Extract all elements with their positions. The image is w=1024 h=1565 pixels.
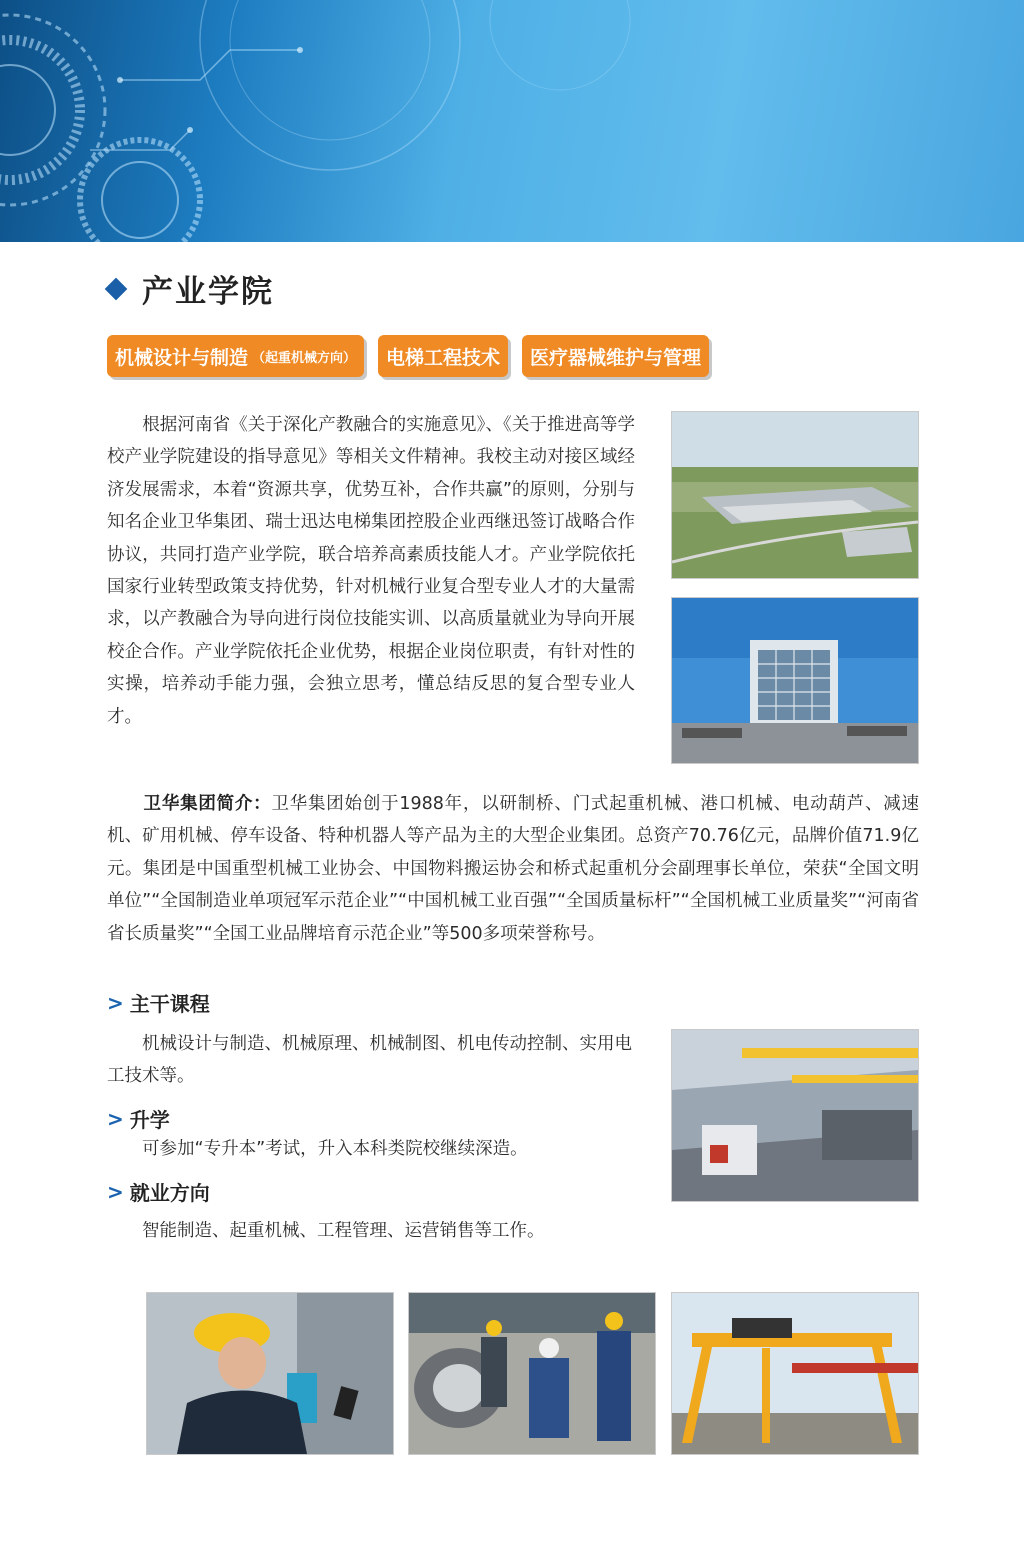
gantry-crane-photo [671,1292,919,1455]
page-title: 产业学院 [142,274,274,310]
intro-paragraph: 根据河南省《关于深化产教融合的实施意见》、《关于推进高等学校产业学院建设的指导意见》等相关文件精神。我校主动对接区域经济发展需求，本着“资源共享，优势互补，合作共赢”的原则，分别与知名企业卫华集团、瑞士迅达电梯集团控股企业西继迅签订战略合作协议，共同打造产业学院，联合培养高素质技能人才。产业学院依托国家行业转型政策支持优势，针对机械行业复合型专业人才的大量需求，以产教融合为导向进行岗位技能实训、以高质量就业为导向开展校企合作。产业学院依托企业优势，根据企业岗位职责，有针对性的实操，培养动手能力强，会独立思考，懂总结反思的复合型专业人才。 [107,415,636,727]
employment-heading: > 就业方向 [107,1179,210,1205]
chevron-right-icon: > [107,990,124,1015]
courses-heading: > 主干课程 [107,990,210,1016]
section-header [108,266,274,311]
courses-text: 机械设计与制造、机械原理、机械制图、机电传动控制、实用电工技术等。 [107,1034,632,1086]
workers-training-photo [408,1292,656,1455]
major-tags [107,335,723,377]
company-paragraph [107,788,919,950]
tag-label: 机械设计与制造 [115,346,249,369]
chevron-right-icon: > [107,1106,124,1131]
header-banner [0,0,1024,242]
diamond-bullet-icon [105,277,128,300]
tag-medical-device [522,335,709,377]
further-study-heading: > 升学 [107,1106,170,1132]
factory-aerial-photo [671,411,919,579]
further-study-text: 可参加“专升本”考试，升入本科类院校继续深造。 [142,1139,528,1159]
company-label: 卫华集团简介： [143,794,272,814]
elevator-technician-photo [146,1292,394,1455]
employment-text: 智能制造、起重机械、工程管理、运营销售等工作。 [142,1221,545,1241]
company-text: 卫华集团始创于1988年，以研制桥、门式起重机械、港口机械、电动葫芦、减速机、矿用机械、停车设备、特种机器人等产品为主的大型企业集团。总资产70.76亿元，品牌价值71.9亿元。集团是中国重型机械工业协会、中国物料搬运协会和桥式起重机分会副理事长单位，荣获“全国文明单位”“全国制造业单项冠军示范企业”“中国机械工业百强”“全国质量标杆”“全国机械工业质量奖”“河南省省长质量奖”“全国工业品牌培育示范企业”等500多项荣誉称号。 [107,794,920,944]
workshop-photo [671,1029,919,1202]
gear-tech-graphic [0,0,1024,242]
tag-label: 医疗器械维护与管理 [530,346,702,369]
tag-label: 电梯工程技术 [386,346,501,369]
office-building-photo [671,597,919,764]
tag-mechanical-design [107,335,364,377]
chevron-right-icon: > [107,1179,124,1204]
tag-elevator-engineering [378,335,508,377]
tag-sublabel: （起重机械方向） [252,350,357,366]
